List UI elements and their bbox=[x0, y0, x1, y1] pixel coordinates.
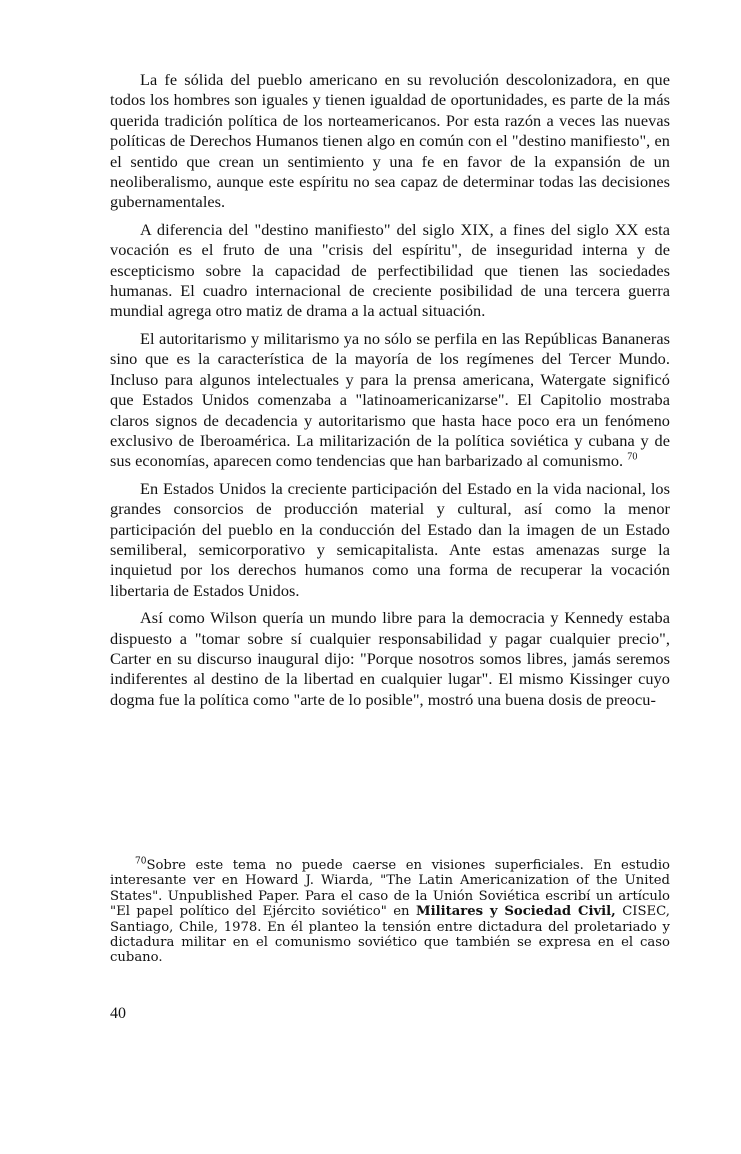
paragraph-4: En Estados Unidos la creciente participación del Estado en la vida nacional, los grandes consorcios de producción material y cultural, así como la menor participación del pueblo en la conducción del Estado dan la imagen de un Estado semiliberal, semicorporativo y semicapitalista. Ante estas amenazas surge la inquietud por los derechos humanos como una forma de recuperar la vocación libertaria de Estados Unidos. bbox=[110, 478, 670, 600]
paragraph-5: Así como Wilson quería un mundo libre para la democracia y Kennedy estaba dispuesto a "tomar sobre sí cualquier responsabilidad y pagar cualquier precio", Carter en su discurso inaugural dijo: "Porque nosotros somos libres, jamás seremos indiferentes al destino de la libertad en cualquier lugar". El mismo Kissinger cuyo dogma fue la política como "arte de lo posible", mostró una buena dosis de preocu- bbox=[110, 608, 670, 709]
paragraph-2: A diferencia del "destino manifiesto" del siglo XIX, a fines del siglo XX esta vocación es el fruto de una "crisis del espíritu", de inseguridad interna y de escepticismo sobre la capacidad de perfectibilidad que tienen las sociedades humanas. El cuadro internacional de creciente posibilidad de una tercera guerra mundial agrega otro matiz de drama a la actual situación. bbox=[110, 219, 670, 321]
main-text bbox=[110, 70, 670, 717]
footnote bbox=[110, 858, 670, 966]
paragraph-3 bbox=[110, 329, 670, 472]
paragraph-3-text: El autoritarismo y militarismo ya no sólo se perfila en las Repúblicas Bananeras sino que es la característica de la mayoría de los regímenes del Tercer Mundo. Incluso para algunos intelectuales y para la prensa americana, Watergate significó que Estados Unidos comenzaba a "latinoamericanizarse". El Capitolio mostraba claros signos de decadencia y autoritarismo que hasta hace poco era un fenómeno exclusivo de Iberoamérica. La militarización de la política soviética y cubana y de sus economías, aparecen como tendencias que han barbarizado al comunismo. bbox=[110, 328, 670, 471]
footnote-text-b: CISEC, Santiago, Chile, 1978. En él planteo la tensión entre dictadura del proletariado y dictadura militar en el comunismo soviético que también se expresa en el caso cubano. bbox=[110, 904, 670, 966]
footnote-book-title: Militares y Sociedad Civil, bbox=[416, 904, 616, 920]
footnote-text-a: Sobre este tema no puede caerse en visiones superficiales. En estudio interesante ver en Howard J. Wiarda, "The Latin Americanization of the United States". Unpublished Paper. Para el caso de la Unión Soviética escribí un artículo "El papel político del Ejército soviético" en bbox=[110, 858, 670, 920]
page-number: 40 bbox=[110, 1005, 126, 1022]
footnote-number: 70 bbox=[135, 856, 147, 867]
footnote-reference: 70 bbox=[627, 451, 638, 463]
paragraph-1: La fe sólida del pueblo americano en su revolución descolonizadora, en que todos los hombres son iguales y tienen igualdad de oportunidades, es parte de la más querida tradición política de los norteamericanos. Por esta razón a veces las nuevas políticas de Derechos Humanos tienen algo en común con el "destino manifiesto", en el sentido que crean un sentimiento y una fe en favor de la expansión de un neoliberalismo, aunque este espíritu no sea capaz de determinar todas las decisiones gubernamentales. bbox=[110, 70, 670, 212]
